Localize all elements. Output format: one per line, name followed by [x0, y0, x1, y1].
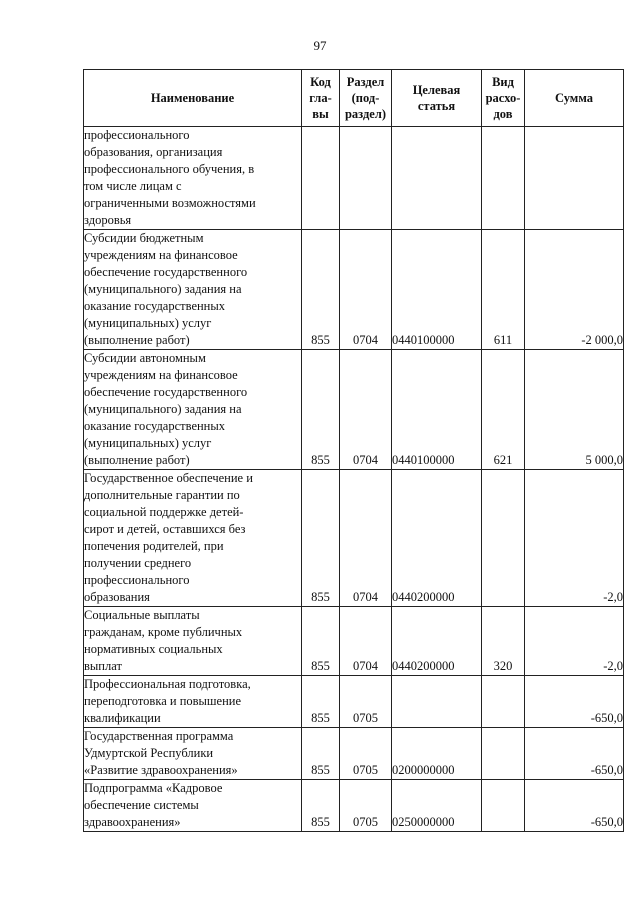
row-target	[392, 676, 482, 728]
row-target	[392, 127, 482, 230]
header-chapter-code: Код гла- вы	[302, 70, 340, 127]
row-section	[340, 127, 392, 230]
row-type	[482, 470, 525, 607]
header-section: Раздел (под- раздел)	[340, 70, 392, 127]
page-number: 97	[313, 38, 327, 53]
row-target: 0250000000	[392, 780, 482, 832]
row-type	[482, 676, 525, 728]
row-section: 0704	[340, 350, 392, 470]
row-amount: -650,0	[525, 780, 624, 832]
row-chapter: 855	[302, 728, 340, 780]
table-row	[84, 728, 624, 780]
row-amount: -2,0	[525, 607, 624, 676]
row-target: 0440200000	[392, 607, 482, 676]
row-target: 0200000000	[392, 728, 482, 780]
row-section: 0705	[340, 728, 392, 780]
row-type	[482, 780, 525, 832]
row-chapter: 855	[302, 470, 340, 607]
row-chapter: 855	[302, 607, 340, 676]
row-type	[482, 127, 525, 230]
row-chapter: 855	[302, 780, 340, 832]
row-target: 0440200000	[392, 470, 482, 607]
table-header-row	[84, 70, 624, 127]
table-row	[84, 230, 624, 350]
header-name: Наименование	[84, 70, 302, 127]
row-name: Государственная программа Удмуртской Республики «Развитие здравоохранения»	[84, 728, 302, 780]
row-target: 0440100000	[392, 230, 482, 350]
row-amount: -650,0	[525, 676, 624, 728]
row-type: 621	[482, 350, 525, 470]
row-chapter	[302, 127, 340, 230]
table-row	[84, 470, 624, 607]
row-type	[482, 728, 525, 780]
row-name: Государственное обеспечение и дополнительные гарантии по социальной поддержке детей- сирот и детей, оставшихся без попечения родителей, при получении среднего профессионального образования	[84, 470, 302, 607]
row-amount	[525, 127, 624, 230]
row-name: Субсидии автономным учреждениям на финансовое обеспечение государственного (муниципального) задания на оказание государственных (муниципальных) услуг (выполнение работ)	[84, 350, 302, 470]
table-row	[84, 127, 624, 230]
row-name: Подпрограмма «Кадровое обеспечение системы здравоохранения»	[84, 780, 302, 832]
row-section: 0705	[340, 676, 392, 728]
row-name: профессионального образования, организация профессионального обучения, в том числе лицам с ограниченными возможностями здоровья	[84, 127, 302, 230]
row-amount: -650,0	[525, 728, 624, 780]
row-type: 611	[482, 230, 525, 350]
header-expense-type: Вид расхо- дов	[482, 70, 525, 127]
header-amount: Сумма	[525, 70, 624, 127]
row-type: 320	[482, 607, 525, 676]
row-chapter: 855	[302, 230, 340, 350]
row-amount: -2 000,0	[525, 230, 624, 350]
row-name: Субсидии бюджетным учреждениям на финансовое обеспечение государственного (муниципального) задания на оказание государственных (муниципальных) услуг (выполнение работ)	[84, 230, 302, 350]
row-name: Профессиональная подготовка, переподготовка и повышение квалификации	[84, 676, 302, 728]
row-section: 0704	[340, 470, 392, 607]
row-section: 0704	[340, 230, 392, 350]
row-section: 0705	[340, 780, 392, 832]
row-amount: 5 000,0	[525, 350, 624, 470]
row-name: Социальные выплаты гражданам, кроме публичных нормативных социальных выплат	[84, 607, 302, 676]
budget-table	[83, 69, 624, 832]
row-chapter: 855	[302, 676, 340, 728]
row-chapter: 855	[302, 350, 340, 470]
table-row	[84, 780, 624, 832]
table-row	[84, 607, 624, 676]
table-row	[84, 676, 624, 728]
row-amount: -2,0	[525, 470, 624, 607]
table-row	[84, 350, 624, 470]
row-section: 0704	[340, 607, 392, 676]
header-target-item: Целевая статья	[392, 70, 482, 127]
row-target: 0440100000	[392, 350, 482, 470]
